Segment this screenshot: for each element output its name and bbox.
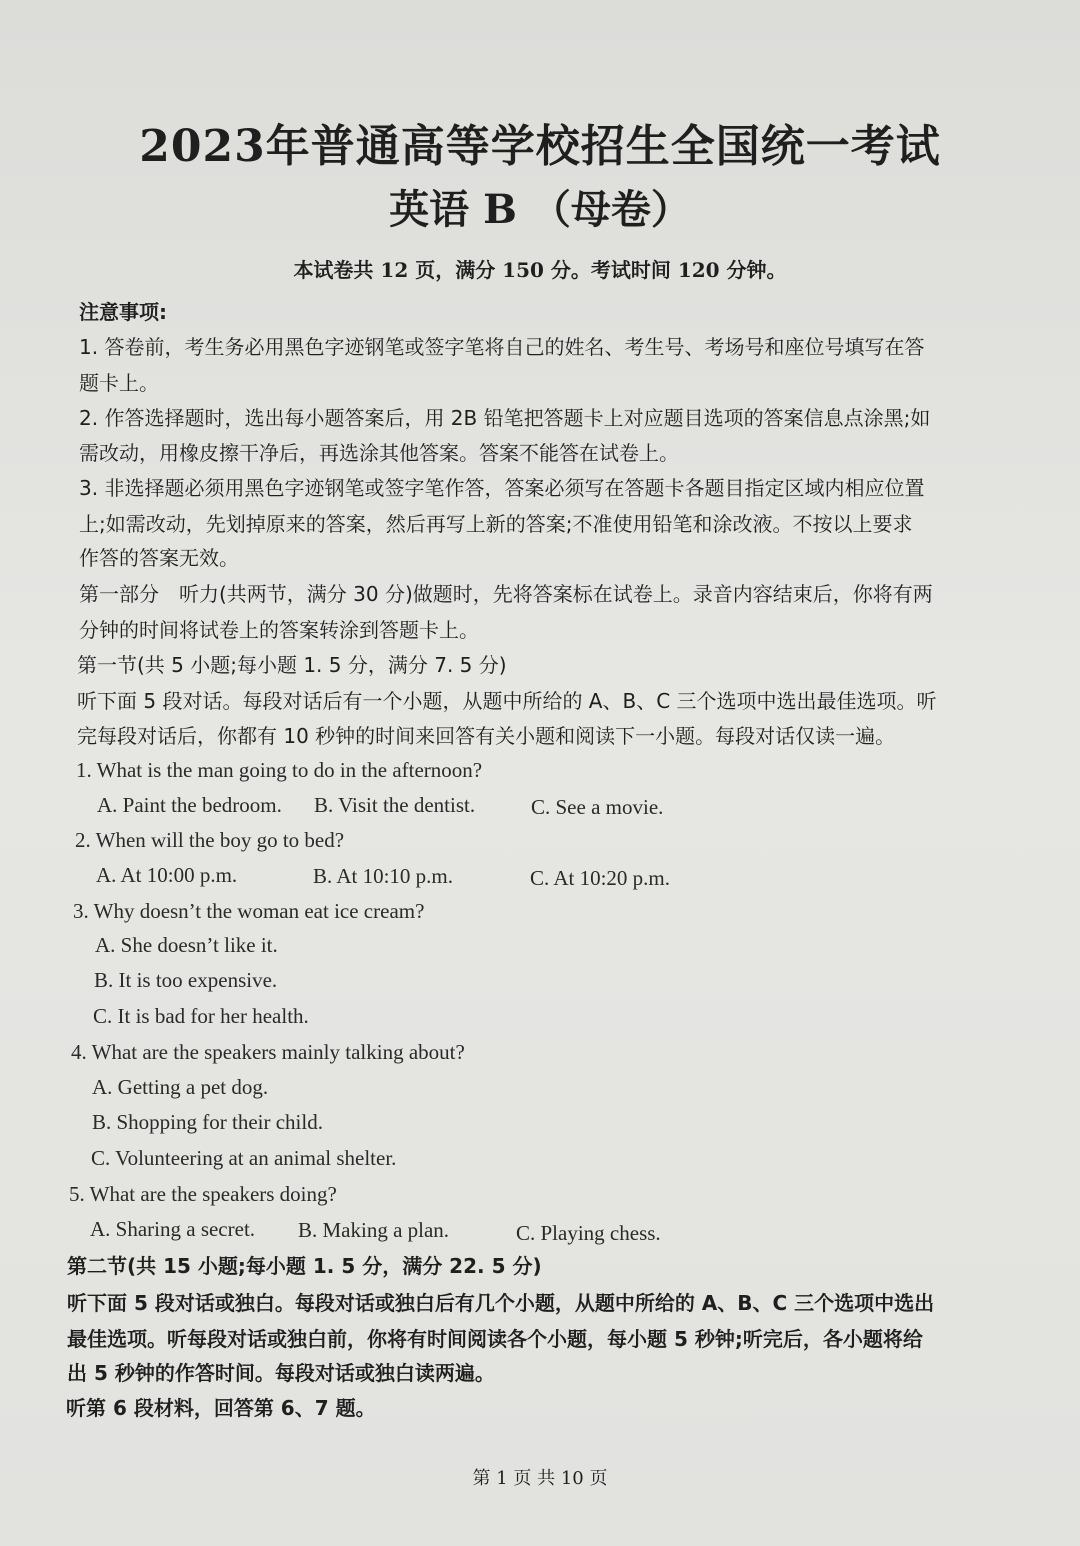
question-1-option-b: B. Visit the dentist.	[314, 793, 476, 817]
question-4-option-c: C. Volunteering at an animal shelter.	[91, 1146, 397, 1170]
section1-instructions: 完每段对话后，你都有 10 秒钟的时间来回答有关小题和阅读下一小题。每段对话仅读一遍。	[77, 724, 896, 748]
question-5-option-a: A. Sharing a secret.	[90, 1217, 256, 1241]
notice-line: 题卡上。	[79, 371, 159, 395]
section2-instructions: 最佳选项。听每段对话或独白前，你将有时间阅读各个小题，每小题 5 秒钟;听完后，各小题将给	[67, 1327, 923, 1351]
part1-intro: 第一部分 听力(共两节，满分 30 分)做题时，先将答案标在试卷上。录音内容结束后，你将有两	[79, 582, 933, 606]
question-1-option-c: C. See a movie.	[531, 795, 664, 819]
question-2-option-b: B. At 10:10 p.m.	[313, 864, 454, 888]
notice-line: 1. 答卷前，考生务必用黑色字迹钢笔或签字笔将自己的姓名、考生号、考场号和座位号填写在答	[79, 335, 925, 359]
section1-instructions: 听下面 5 段对话。每段对话后有一个小题，从题中所给的 A、B、C 三个选项中选出最佳选项。听	[77, 689, 937, 713]
notice-line: 需改动，用橡皮擦干净后，再选涂其他答案。答案不能答在试卷上。	[79, 441, 679, 465]
question-3: 3. Why doesn’t the woman eat ice cream?	[73, 899, 425, 923]
question-5-option-b: B. Making a plan.	[298, 1218, 450, 1242]
part1-intro: 分钟的时间将试卷上的答案转涂到答题卡上。	[79, 618, 479, 642]
question-1: 1. What is the man going to do in the afternoon?	[76, 758, 483, 782]
page-number: 第 1 页 共 10 页	[472, 1468, 608, 1489]
exam-subtitle: 英语 B （母卷）	[389, 186, 691, 233]
question-1-option-a: A. Paint the bedroom.	[97, 793, 282, 817]
material-6-instruction: 听第 6 段材料，回答第 6、7 题。	[66, 1396, 376, 1420]
question-2: 2. When will the boy go to bed?	[75, 828, 345, 852]
question-2-option-a: A. At 10:00 p.m.	[96, 863, 238, 887]
exam-info: 本试卷共 12 页，满分 150 分。考试时间 120 分钟。	[293, 258, 787, 282]
question-4: 4. What are the speakers mainly talking about?	[71, 1040, 465, 1064]
notice-line: 上;如需改动，先划掉原来的答案，然后再写上新的答案;不准使用铅笔和涂改液。不按以上要求	[79, 512, 913, 536]
notice-line: 3. 非选择题必须用黑色字迹钢笔或签字笔作答，答案必须写在答题卡各题目指定区域内相应位置	[79, 476, 925, 500]
notice-heading: 注意事项:	[79, 300, 167, 324]
section1-heading: 第一节(共 5 小题;每小题 1. 5 分，满分 7. 5 分)	[77, 653, 507, 677]
question-3-option-c: C. It is bad for her health.	[93, 1004, 309, 1028]
question-4-option-b: B. Shopping for their child.	[92, 1110, 323, 1134]
question-4-option-a: A. Getting a pet dog.	[92, 1075, 269, 1099]
section2-instructions: 出 5 秒钟的作答时间。每段对话或独白读两遍。	[67, 1361, 495, 1385]
question-3-option-a: A. She doesn’t like it.	[95, 933, 278, 957]
exam-title: 2023年普通高等学校招生全国统一考试	[139, 121, 941, 172]
question-3-option-b: B. It is too expensive.	[94, 968, 278, 992]
question-5: 5. What are the speakers doing?	[69, 1182, 337, 1206]
section2-heading: 第二节(共 15 小题;每小题 1. 5 分，满分 22. 5 分)	[67, 1254, 542, 1278]
notice-line: 2. 作答选择题时，选出每小题答案后，用 2B 铅笔把答题卡上对应题目选项的答案信息点涂黑;如	[79, 406, 931, 430]
question-2-option-c: C. At 10:20 p.m.	[530, 866, 671, 890]
question-5-option-c: C. Playing chess.	[516, 1221, 661, 1245]
section2-instructions: 听下面 5 段对话或独白。每段对话或独白后有几个小题，从题中所给的 A、B、C 三个选项中选出	[67, 1291, 935, 1315]
notice-line: 作答的答案无效。	[79, 546, 239, 570]
